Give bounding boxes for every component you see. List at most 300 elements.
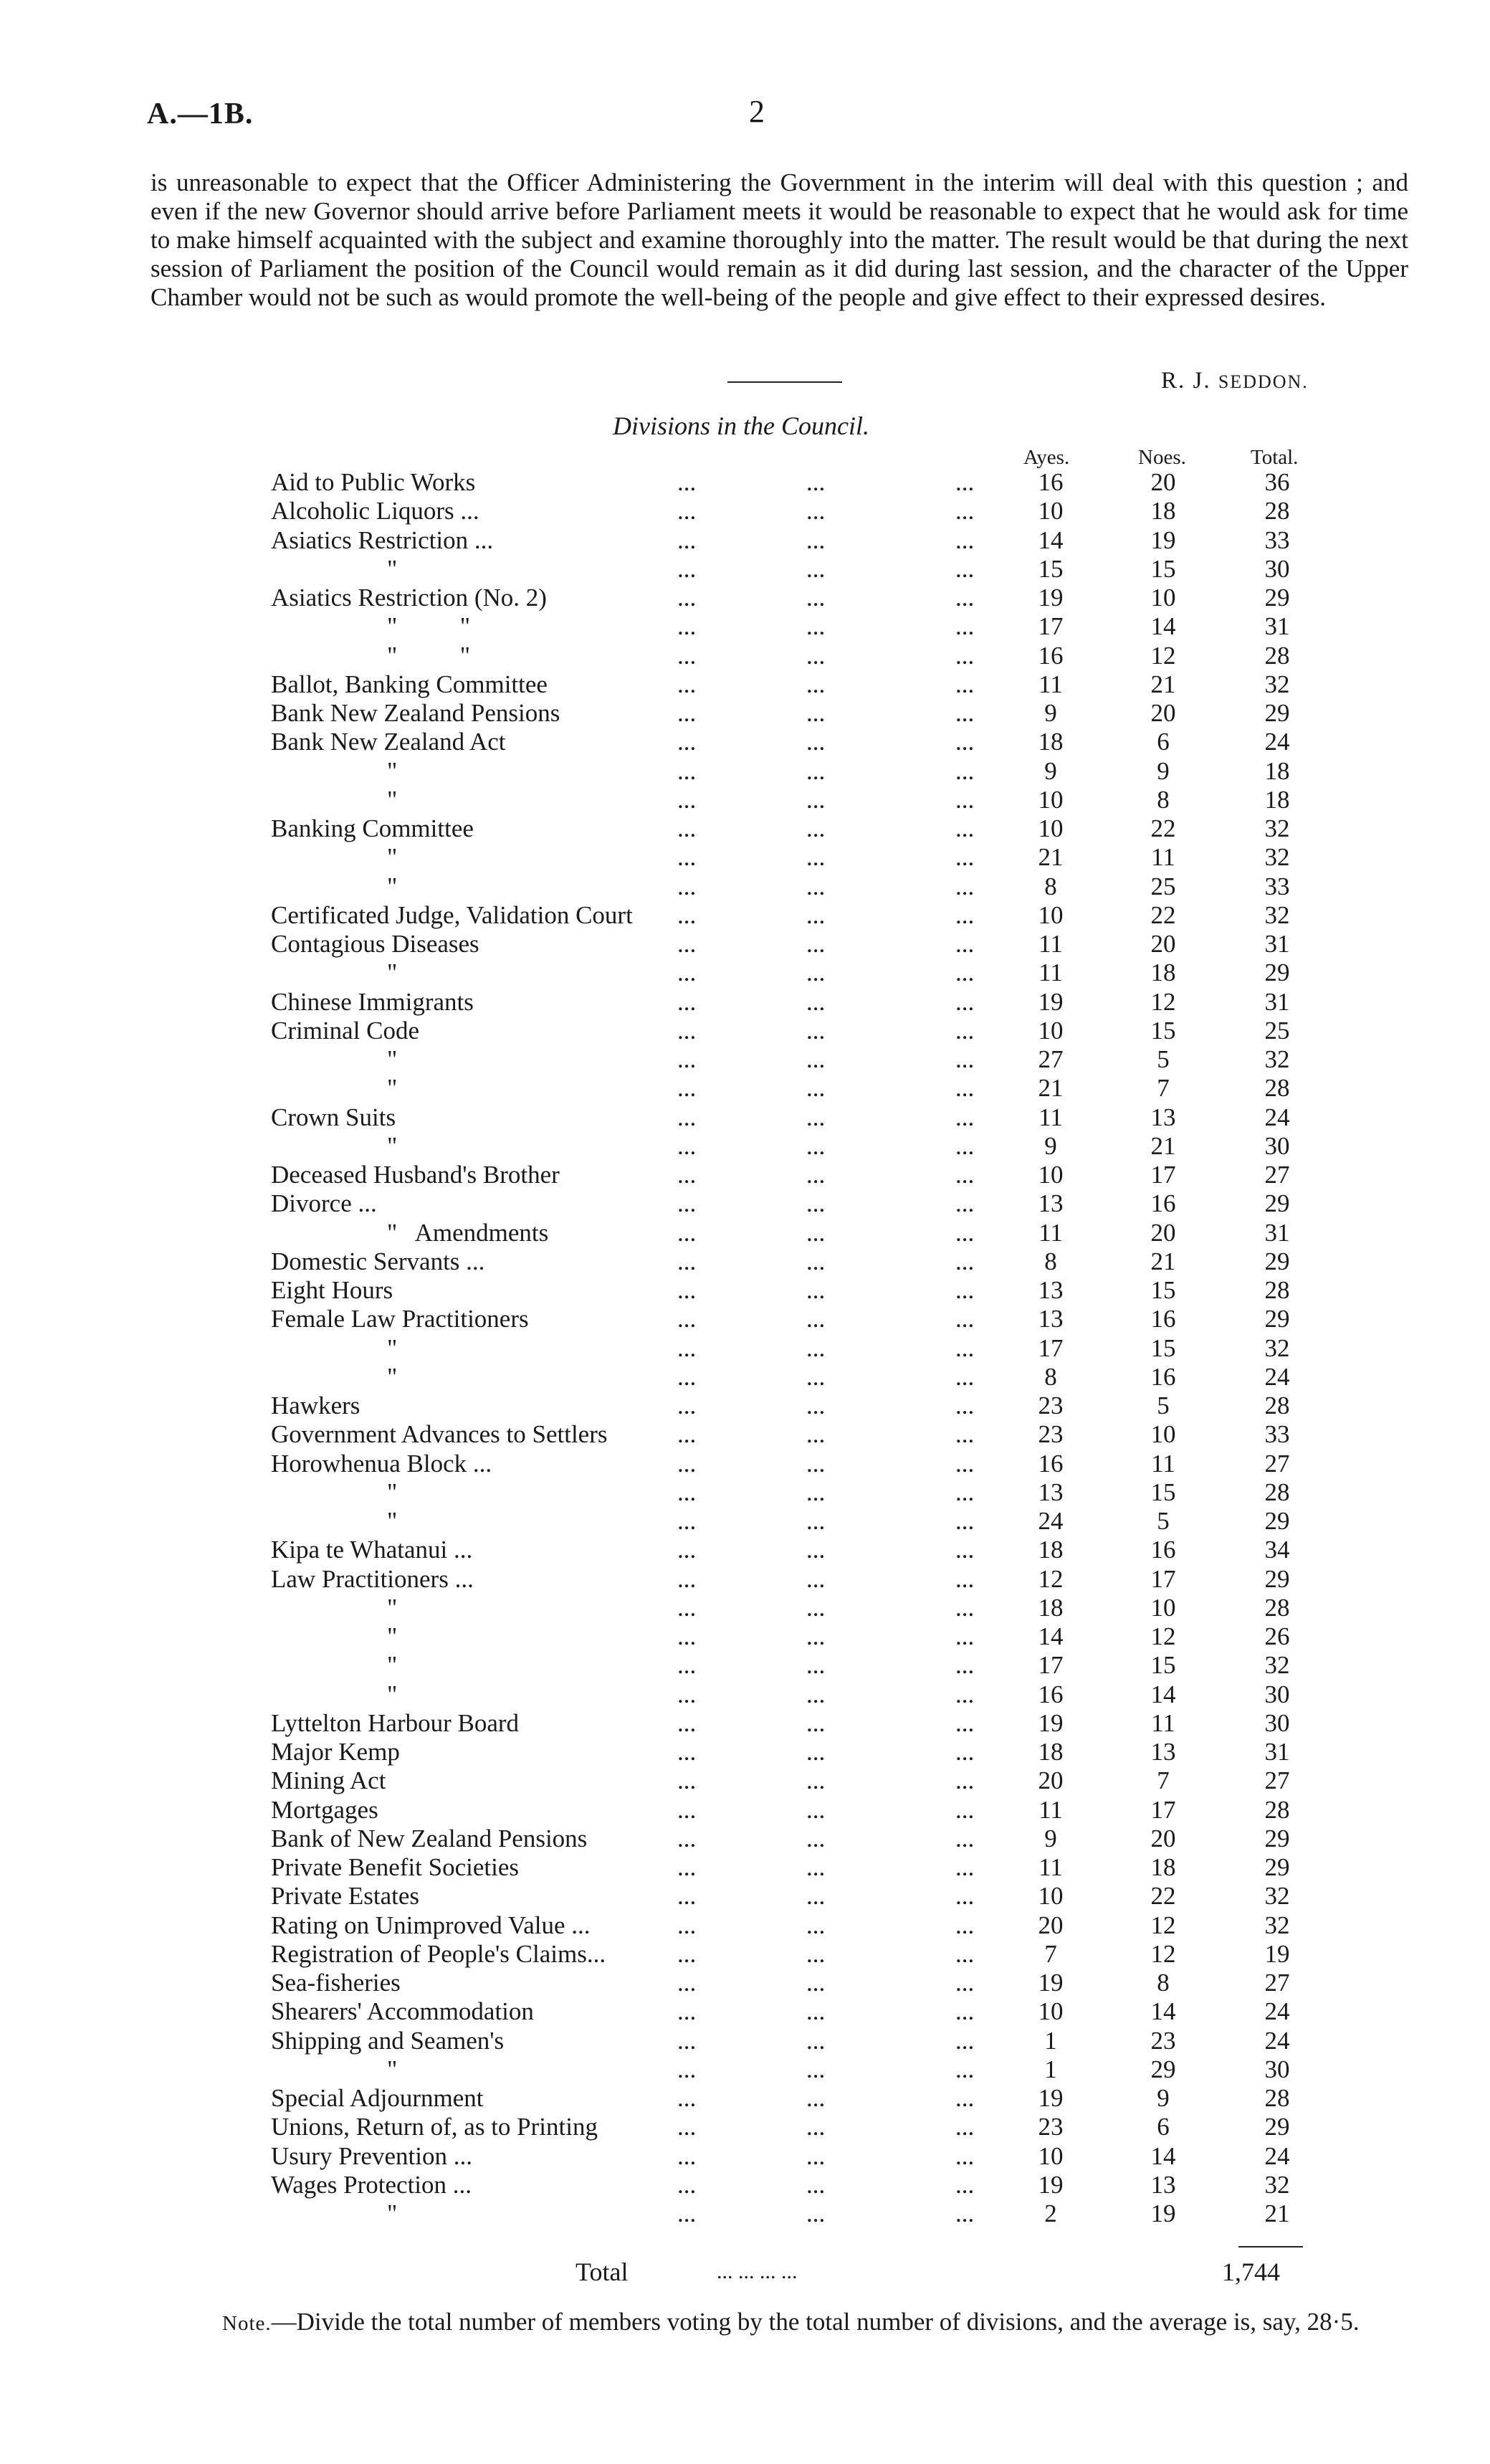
leader-dots: ... [677,1709,697,1737]
leader-dots: ... [806,1161,826,1189]
table-row [0,1940,1490,1969]
leader-dots: ... [806,1709,826,1737]
page-number: 2 [749,94,765,129]
noes-value: 25 [1150,872,1176,900]
leader-dots: ... [677,1825,697,1852]
table-row [0,1969,1490,1997]
total-value-cell: 31 [1264,930,1290,958]
leader-dots: ... [955,959,975,986]
ayes-value: 17 [1038,1334,1064,1362]
total-value-cell: 36 [1264,468,1290,496]
noes-value: 7 [1157,1766,1170,1794]
leader-dots: ... [806,1565,826,1593]
division-label: Bank New Zealand Act [271,728,506,756]
leader-dots: ... [677,1017,697,1045]
leader-dots: ... [806,2142,826,2170]
noes-value: 22 [1150,814,1176,842]
total-value-cell: 29 [1264,1825,1290,1852]
leader-dots: ... [955,1536,975,1564]
ayes-value: 16 [1038,1680,1064,1708]
ayes-value: 13 [1038,1478,1064,1506]
leader-dots: ... [806,872,826,900]
ayes-value: 17 [1038,1651,1064,1679]
noes-value: 10 [1150,1594,1176,1622]
ayes-value: 10 [1038,901,1064,929]
leader-dots: ... [806,1363,826,1391]
noes-value: 11 [1151,1709,1175,1737]
table-row [0,1680,1490,1709]
ditto-label: " [387,959,398,986]
noes-value: 14 [1150,612,1176,640]
table-row [0,1853,1490,1882]
noes-value: 12 [1150,642,1176,670]
ayes-value: 19 [1038,988,1064,1016]
total-value-cell: 29 [1264,1565,1290,1593]
total-value-cell: 30 [1264,1132,1290,1160]
leader-dots: ... [806,1392,826,1419]
leader-dots: ... [806,1017,826,1045]
noes-value: 16 [1150,1536,1176,1564]
total-dots: ... ... ... ... [717,2260,798,2283]
table-row [0,1709,1490,1738]
leader-dots: ... [677,1103,697,1131]
leader-dots: ... [955,612,975,640]
division-label: Bank New Zealand Pensions [271,699,560,727]
table-row [0,1161,1490,1189]
table-row [0,1045,1490,1074]
ayes-value: 24 [1038,1507,1064,1535]
table-row [0,2027,1490,2055]
table-row [0,1392,1490,1420]
leader-dots: ... [677,1680,697,1708]
noes-value: 9 [1157,757,1170,785]
leader-dots: ... [806,1738,826,1766]
division-label: Hawkers [271,1392,360,1419]
total-value-cell: 29 [1264,1305,1290,1333]
leader-dots: ... [806,1450,826,1478]
document-reference: A.—1B. [147,97,254,130]
division-label: Eight Hours [271,1276,393,1304]
total-value-cell: 28 [1264,1594,1290,1622]
division-label: Contagious Diseases [271,930,479,958]
table-row [0,699,1490,728]
total-value-cell: 33 [1264,526,1290,554]
ayes-value: 2 [1044,2199,1057,2227]
leader-dots: ... [806,1219,826,1247]
leader-dots: ... [955,1940,975,1968]
ayes-value: 16 [1038,468,1064,496]
table-row [0,1622,1490,1651]
noes-value: 15 [1150,1651,1176,1679]
leader-dots: ... [806,1622,826,1650]
total-value-cell: 24 [1264,728,1290,756]
table-row [0,901,1490,930]
noes-value: 6 [1157,2113,1170,2141]
ayes-value: 9 [1044,1132,1057,1160]
noes-value: 29 [1150,2055,1176,2083]
separator-rule [727,381,842,383]
noes-value: 5 [1157,1392,1170,1419]
total-value-cell: 32 [1264,1911,1290,1939]
division-label: Female Law Practitioners [271,1305,529,1333]
leader-dots: ... [677,1565,697,1593]
noes-value: 18 [1150,1853,1176,1881]
total-value-cell: 26 [1264,1622,1290,1650]
leader-dots: ... [806,2027,826,2055]
leader-dots: ... [677,612,697,640]
leader-dots: ... [955,2055,975,2083]
total-value-cell: 33 [1264,872,1290,900]
leader-dots: ... [677,1420,697,1448]
total-value-cell: 24 [1264,1997,1290,2025]
leader-dots: ... [955,670,975,698]
note-text: —Divide the total number of members voting by the total number of divisions, and the average is, say, 28·5. [271,2308,1360,2336]
ditto-label: " [387,2055,398,2083]
division-label: Ballot, Banking Committee [271,670,548,698]
ayes-value: 14 [1038,526,1064,554]
leader-dots: ... [806,959,826,986]
leader-dots: ... [677,757,697,785]
leader-dots: ... [677,1276,697,1304]
leader-dots: ... [955,1796,975,1824]
table-row [0,468,1490,497]
ayes-value: 15 [1038,555,1064,583]
division-label: Special Adjournment [271,2084,484,2112]
division-label: Divorce ... [271,1189,377,1217]
total-value-cell: 32 [1264,1045,1290,1073]
leader-dots: ... [955,1738,975,1766]
division-label: Lyttelton Harbour Board [271,1709,520,1737]
leader-dots: ... [955,1017,975,1045]
leader-dots: ... [806,843,826,871]
total-value-cell: 32 [1264,814,1290,842]
leader-dots: ... [806,1276,826,1304]
table-row [0,2199,1490,2228]
ditto-label: " [387,1132,398,1160]
leader-dots: ... [677,728,697,756]
table-row [0,1997,1490,2026]
leader-dots: ... [677,1940,697,1968]
noes-value: 10 [1150,584,1176,612]
total-value-cell: 33 [1264,1420,1290,1448]
table-row [0,670,1490,699]
table-row [0,612,1490,641]
noes-value: 23 [1150,2027,1176,2055]
ayes-value: 11 [1038,1103,1063,1131]
division-label: Registration of People's Claims... [271,1940,606,1968]
noes-value: 12 [1150,1911,1176,1939]
total-value-cell: 29 [1264,1247,1290,1275]
leader-dots: ... [677,786,697,814]
leader-dots: ... [955,2171,975,2199]
leader-dots: ... [955,1882,975,1910]
leader-dots: ... [806,1651,826,1679]
ditto-label: " [387,555,398,583]
table-row [0,930,1490,959]
leader-dots: ... [955,1853,975,1881]
noes-value: 7 [1157,1074,1170,1102]
ayes-value: 11 [1038,930,1063,958]
leader-dots: ... [677,1363,697,1391]
leader-dots: ... [677,959,697,986]
leader-dots: ... [806,2055,826,2083]
noes-value: 19 [1150,526,1176,554]
total-value-cell: 32 [1264,843,1290,871]
table-row [0,1132,1490,1161]
ditto-label: " [387,786,398,814]
leader-dots: ... [955,1219,975,1247]
leader-dots: ... [955,2113,975,2141]
leader-dots: ... [677,555,697,583]
noes-value: 18 [1150,959,1176,986]
noes-value: 20 [1150,1825,1176,1852]
noes-value: 12 [1150,1940,1176,1968]
ditto-label: " [387,1594,398,1622]
noes-value: 17 [1150,1161,1176,1189]
ditto-label: " [387,872,398,900]
table-row [0,584,1490,612]
ayes-value: 9 [1044,699,1057,727]
ayes-value: 10 [1038,1882,1064,1910]
ayes-value: 1 [1044,2027,1057,2055]
leader-dots: ... [806,1074,826,1102]
ayes-value: 10 [1038,1997,1064,2025]
leader-dots: ... [955,930,975,958]
ditto-label: " [387,757,398,785]
noes-value: 15 [1150,1276,1176,1304]
table-row [0,1796,1490,1825]
leader-dots: ... [806,1796,826,1824]
ayes-value: 13 [1038,1305,1064,1333]
ayes-value: 16 [1038,1450,1064,1478]
leader-dots: ... [806,1969,826,1997]
ayes-value: 13 [1038,1276,1064,1304]
total-value-cell: 29 [1264,699,1290,727]
leader-dots: ... [806,1045,826,1073]
leader-dots: ... [806,612,826,640]
total-value-cell: 32 [1264,1882,1290,1910]
leader-dots: ... [955,843,975,871]
table-row [0,959,1490,987]
table-row [0,1478,1490,1507]
ditto-label: " " [387,642,471,670]
noes-value: 5 [1157,1507,1170,1535]
leader-dots: ... [677,901,697,929]
division-label: Mortgages [271,1796,378,1824]
division-label: Horowhenua Block ... [271,1450,492,1478]
leader-dots: ... [677,1392,697,1419]
ayes-value: 14 [1038,1622,1064,1650]
leader-dots: ... [806,728,826,756]
leader-dots: ... [955,872,975,900]
total-value-cell: 24 [1264,1103,1290,1131]
total-value-cell: 18 [1264,757,1290,785]
total-value-cell: 31 [1264,1738,1290,1766]
ditto-label: " " [387,612,471,640]
leader-dots: ... [806,757,826,785]
table-row [0,1594,1490,1622]
division-label: Private Estates [271,1882,420,1910]
noes-value: 22 [1150,1882,1176,1910]
ayes-value: 18 [1038,728,1064,756]
division-label: Aid to Public Works [271,468,476,496]
division-label: Private Benefit Societies [271,1853,520,1881]
ayes-value: 23 [1038,1420,1064,1448]
leader-dots: ... [955,1363,975,1391]
noes-value: 15 [1150,555,1176,583]
ayes-value: 18 [1038,1536,1064,1564]
leader-dots: ... [806,1536,826,1564]
noes-value: 18 [1150,497,1176,525]
leader-dots: ... [677,1450,697,1478]
table-row [0,1074,1490,1103]
leader-dots: ... [677,1853,697,1881]
division-label: Mining Act [271,1766,386,1794]
total-rule [1238,2246,1303,2247]
leader-dots: ... [955,988,975,1016]
total-value-cell: 27 [1264,1766,1290,1794]
table-row [0,1219,1490,1247]
leader-dots: ... [677,699,697,727]
table-row [0,1911,1490,1940]
leader-dots: ... [806,1420,826,1448]
leader-dots: ... [955,584,975,612]
ayes-value: 11 [1038,959,1063,986]
table-title: Divisions in the Council. [613,412,869,440]
ayes-value: 23 [1038,2113,1064,2141]
ditto-label: " [387,1651,398,1679]
leader-dots: ... [677,1074,697,1102]
ayes-value: 12 [1038,1565,1064,1593]
total-value-cell: 28 [1264,497,1290,525]
table-row [0,786,1490,814]
total-value-cell: 32 [1264,1651,1290,1679]
ayes-value: 11 [1038,1796,1063,1824]
division-label: Deceased Husband's Brother [271,1161,560,1189]
leader-dots: ... [677,1738,697,1766]
total-value-cell: 28 [1264,1074,1290,1102]
table-row [0,1565,1490,1594]
leader-dots: ... [955,1045,975,1073]
table-row [0,757,1490,786]
leader-dots: ... [955,1103,975,1131]
noes-value: 20 [1150,468,1176,496]
leader-dots: ... [955,1132,975,1160]
division-label: Usury Prevention ... [271,2142,472,2170]
signature-initials: R. J. [1161,368,1211,394]
division-label: Domestic Servants ... [271,1247,485,1275]
noes-value: 15 [1150,1478,1176,1506]
leader-dots: ... [955,1507,975,1535]
ayes-value: 10 [1038,1017,1064,1045]
ditto-label: " [387,1363,398,1391]
leader-dots: ... [806,1507,826,1535]
leader-dots: ... [955,642,975,670]
ayes-value: 19 [1038,584,1064,612]
ayes-value: 17 [1038,612,1064,640]
ayes-value: 20 [1038,1766,1064,1794]
total-value-cell: 27 [1264,1161,1290,1189]
table-row [0,1247,1490,1276]
leader-dots: ... [955,1450,975,1478]
total-value-cell: 27 [1264,1450,1290,1478]
noes-value: 14 [1150,1997,1176,2025]
leader-dots: ... [806,1680,826,1708]
table-row [0,1363,1490,1392]
ayes-value: 10 [1038,2142,1064,2170]
division-label: Unions, Return of, as to Printing [271,2113,598,2141]
total-value-cell: 29 [1264,1507,1290,1535]
leader-dots: ... [806,2113,826,2141]
leader-dots: ... [955,1622,975,1650]
leader-dots: ... [677,930,697,958]
ditto-label: " [387,1622,398,1650]
ayes-value: 8 [1044,872,1057,900]
table-row [0,1766,1490,1795]
noes-value: 20 [1150,930,1176,958]
leader-dots: ... [955,1247,975,1275]
leader-dots: ... [955,2142,975,2170]
total-value-cell: 24 [1264,2142,1290,2170]
leader-dots: ... [677,1536,697,1564]
leader-dots: ... [806,1766,826,1794]
leader-dots: ... [806,699,826,727]
leader-dots: ... [677,1651,697,1679]
footnote [151,2307,1408,2339]
leader-dots: ... [955,1334,975,1362]
total-value-cell: 24 [1264,1363,1290,1391]
table-row [0,555,1490,584]
table-row [0,728,1490,756]
leader-dots: ... [677,1622,697,1650]
table-row [0,1536,1490,1564]
table-row [0,814,1490,843]
leader-dots: ... [955,1997,975,2025]
total-label: Total [576,2258,629,2286]
leader-dots: ... [955,1825,975,1852]
leader-dots: ... [677,2055,697,2083]
division-label: Criminal Code [271,1017,420,1045]
leader-dots: ... [677,1796,697,1824]
leader-dots: ... [955,901,975,929]
leader-dots: ... [677,2142,697,2170]
leader-dots: ... [806,1853,826,1881]
ayes-value: 11 [1038,670,1063,698]
column-header-noes: Noes. [1138,446,1186,469]
ditto-label: " [387,1334,398,1362]
noes-value: 22 [1150,901,1176,929]
leader-dots: ... [677,1305,697,1333]
leader-dots: ... [677,1507,697,1535]
table-row [0,1825,1490,1853]
ayes-value: 9 [1044,757,1057,785]
total-value-cell: 27 [1264,1969,1290,1997]
noes-value: 17 [1150,1565,1176,1593]
table-row [0,1651,1490,1680]
ayes-value: 10 [1038,1161,1064,1189]
leader-dots: ... [677,814,697,842]
noes-value: 20 [1150,1219,1176,1247]
leader-dots: ... [677,1594,697,1622]
table-row [0,1507,1490,1536]
ayes-value: 10 [1038,786,1064,814]
leader-dots: ... [955,1594,975,1622]
leader-dots: ... [806,1825,826,1852]
ditto-label: " [387,1680,398,1708]
total-value-cell: 31 [1264,1219,1290,1247]
leader-dots: ... [806,1478,826,1506]
leader-dots: ... [677,2113,697,2141]
